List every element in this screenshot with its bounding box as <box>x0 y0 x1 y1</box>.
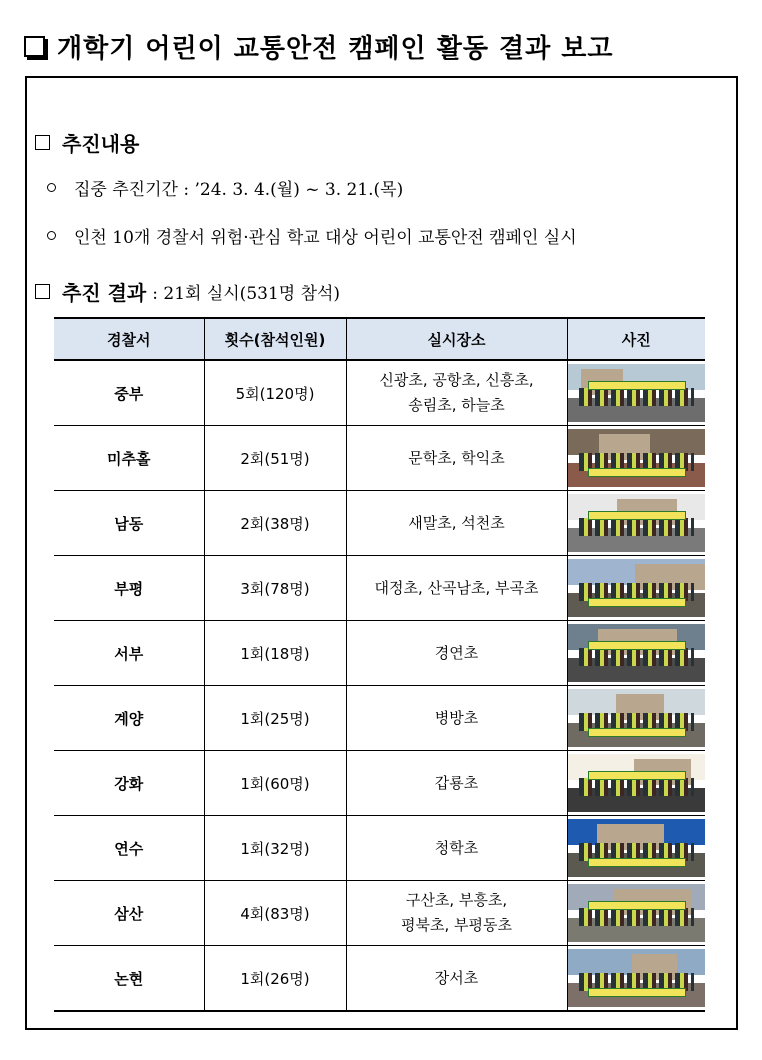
campaign-photo <box>568 624 705 682</box>
campaign-photo <box>568 689 705 747</box>
table-row <box>54 881 705 946</box>
cell-station: 중부 <box>54 360 204 426</box>
cell-count: 1회(32명) <box>204 816 346 881</box>
header-place: 실시장소 <box>346 318 567 360</box>
cell-place <box>346 686 567 751</box>
cell-count: 1회(18명) <box>204 621 346 686</box>
cell-photo <box>567 426 705 491</box>
cell-photo <box>567 751 705 816</box>
header-count: 횟수(참석인원) <box>204 318 346 360</box>
cell-station: 연수 <box>54 816 204 881</box>
table-row <box>54 686 705 751</box>
table-row <box>54 621 705 686</box>
cell-photo <box>567 881 705 946</box>
place-line: 대정초, 산곡남초, 부곡초 <box>374 578 539 597</box>
section-1-heading <box>35 128 139 157</box>
bullet-item <box>47 175 403 200</box>
campaign-photo <box>568 559 705 617</box>
bullet-text: 인천 10개 경찰서 위험·관심 학교 대상 어린이 교통안전 캠페인 실시 <box>74 228 577 248</box>
cell-place <box>346 881 567 946</box>
place-line: 갑룡초 <box>434 773 479 792</box>
campaign-photo <box>568 949 705 1007</box>
square-bullet-icon <box>35 284 50 299</box>
table-body <box>54 360 705 1011</box>
cell-photo <box>567 621 705 686</box>
campaign-photo <box>568 754 705 812</box>
results-table <box>54 317 705 1012</box>
table-row <box>54 816 705 881</box>
table-row <box>54 946 705 1012</box>
cell-count: 1회(25명) <box>204 686 346 751</box>
cell-count: 5회(120명) <box>204 360 346 426</box>
square-bullet-icon <box>35 135 50 150</box>
place-line: 장서초 <box>434 968 479 987</box>
cell-place <box>346 426 567 491</box>
cell-photo <box>567 360 705 426</box>
place-line: 병방초 <box>434 708 479 727</box>
cell-photo <box>567 686 705 751</box>
cell-photo <box>567 556 705 621</box>
place-line: 송림초, 하늘초 <box>408 396 505 414</box>
circle-bullet-icon <box>47 231 56 240</box>
cell-count: 1회(26명) <box>204 946 346 1012</box>
cell-photo <box>567 946 705 1012</box>
cell-count: 2회(51명) <box>204 426 346 491</box>
section-2-title: 추진 결과 <box>62 281 147 305</box>
cell-station: 미추홀 <box>54 426 204 491</box>
cell-station: 논현 <box>54 946 204 1012</box>
section-2-summary: : 21회 실시(531명 참석) <box>152 284 341 304</box>
bullet-text: 집중 추진기간 : ’24. 3. 4.(월) ~ 3. 21.(목) <box>74 180 404 200</box>
cell-count: 4회(83명) <box>204 881 346 946</box>
table-row <box>54 491 705 556</box>
cell-station: 강화 <box>54 751 204 816</box>
cell-station: 부평 <box>54 556 204 621</box>
place-line: 구산초, 부흥초, <box>405 891 508 909</box>
place-line: 신광초, 공항초, 신흥초, <box>379 371 534 389</box>
header-photo: 사진 <box>567 318 705 360</box>
cell-place <box>346 946 567 1012</box>
cell-station: 서부 <box>54 621 204 686</box>
table-row <box>54 360 705 426</box>
header-station: 경찰서 <box>54 318 204 360</box>
table-row <box>54 426 705 491</box>
cell-station: 남동 <box>54 491 204 556</box>
campaign-photo <box>568 429 705 487</box>
campaign-photo <box>568 364 705 422</box>
place-line: 경연초 <box>434 643 479 662</box>
table-header-row <box>54 318 705 360</box>
cell-count: 2회(38명) <box>204 491 346 556</box>
cell-place <box>346 816 567 881</box>
cell-place <box>346 360 567 426</box>
campaign-photo <box>568 494 705 552</box>
cell-station: 삼산 <box>54 881 204 946</box>
cell-place <box>346 621 567 686</box>
place-line: 문학초, 학익초 <box>408 448 505 467</box>
section-2-heading <box>35 277 340 306</box>
cell-place <box>346 556 567 621</box>
place-line: 새말초, 석천초 <box>408 513 505 532</box>
circle-bullet-icon <box>47 183 56 192</box>
place-line: 평북초, 부평동초 <box>401 916 512 934</box>
cell-count: 3회(78명) <box>204 556 346 621</box>
cell-station: 계양 <box>54 686 204 751</box>
bullet-item <box>47 223 577 248</box>
campaign-photo <box>568 884 705 942</box>
report-title <box>24 28 614 65</box>
cell-place <box>346 491 567 556</box>
report-title-text: 개학기 어린이 교통안전 캠페인 활동 결과 보고 <box>57 34 614 64</box>
checkbox-square-icon <box>24 36 45 57</box>
cell-place <box>346 751 567 816</box>
campaign-photo <box>568 819 705 877</box>
table-row <box>54 751 705 816</box>
cell-photo <box>567 816 705 881</box>
table-row <box>54 556 705 621</box>
section-1-title: 추진내용 <box>62 132 140 156</box>
place-line: 청학초 <box>434 838 479 857</box>
cell-photo <box>567 491 705 556</box>
cell-count: 1회(60명) <box>204 751 346 816</box>
